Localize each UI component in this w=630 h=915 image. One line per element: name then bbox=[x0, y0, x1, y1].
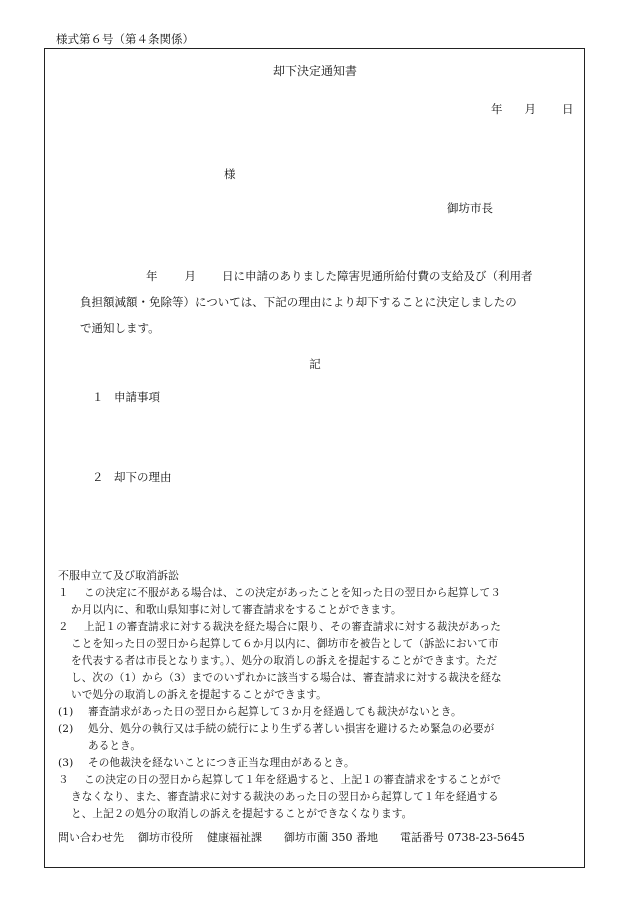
appeal-p2-text-2: ことを知った日の翌日から起算して６か月以内に、御坊市を被告として（訴訟において市 bbox=[71, 638, 499, 650]
appeal-p3-text-2: きなくなり、また、審査請求に対する裁決のあった日の翌日から起算して１年を経過する bbox=[71, 791, 499, 803]
appeal-p2-line-5 bbox=[58, 687, 327, 702]
appeal-sub-1 bbox=[58, 704, 462, 719]
contact-office: 御坊市役所 bbox=[138, 831, 193, 844]
contact-label: 問い合わせ先 bbox=[58, 831, 124, 844]
appeal-sub-1-number: (1) bbox=[58, 706, 74, 718]
appeal-p2-number: ２ bbox=[58, 621, 69, 633]
appeal-sub-1-text: 審査請求があった日の翌日から起算して３か月を経過しても裁決がないとき。 bbox=[88, 706, 462, 718]
appeal-sub-3 bbox=[58, 755, 355, 770]
appeal-p1-text-1: この決定に不服がある場合は、この決定があったことを知った日の翌日から起算して３ bbox=[84, 587, 501, 599]
appeal-sub-2-number: (2) bbox=[58, 723, 74, 735]
appeal-p1-text-2: か月以内に、和歌山県知事に対して審査請求をすることができます。 bbox=[71, 604, 402, 616]
appeal-sub-3-number: (3) bbox=[58, 757, 74, 769]
appeal-p2-text-3: を代表する者は市長となります。）、処分の取消しの訴えを提起することができます。ただ bbox=[71, 655, 498, 667]
date-day-label: 日 bbox=[562, 102, 574, 116]
appeal-sub-2-line-2 bbox=[58, 738, 141, 753]
appeal-p3-text-3: と、上記２の処分の取消しの訴えを提起することができなくなります。 bbox=[71, 808, 413, 820]
body-line-3: で通知します。 bbox=[80, 321, 160, 335]
appeal-p2-line-3 bbox=[58, 653, 497, 668]
item-reason bbox=[92, 469, 172, 485]
item-number: １ bbox=[92, 390, 104, 404]
contact-section: 健康福祉課 bbox=[207, 831, 262, 844]
appeal-p1-line-1 bbox=[58, 585, 501, 600]
body-line-1 bbox=[80, 268, 533, 284]
sender: 御坊市長 bbox=[447, 201, 493, 215]
appeal-p3-line-2 bbox=[58, 789, 499, 804]
appeal-p2-line-1 bbox=[58, 619, 501, 634]
appeal-p3-line-3 bbox=[58, 806, 412, 821]
addressee-suffix: 様 bbox=[224, 167, 236, 181]
appeal-p1-number: １ bbox=[58, 587, 69, 599]
appeal-sub-3-text: その他裁決を経ないことにつき正当な理由があるとき。 bbox=[88, 757, 355, 769]
appeal-p2-text-1: 上記１の審査請求に対する裁決を経た場合に限り、その審査請求に対する裁決があった bbox=[84, 621, 501, 633]
appeal-p2-line-4 bbox=[58, 670, 502, 685]
appeal-sub-2 bbox=[58, 721, 494, 736]
item-label: 申請事項 bbox=[114, 390, 160, 404]
item-application bbox=[92, 389, 160, 405]
appeal-p3-line-1 bbox=[58, 772, 501, 787]
appeal-heading: 不服申立て及び取消訴訟 bbox=[58, 569, 179, 582]
appeal-p2-line-2 bbox=[58, 636, 499, 651]
appeal-p3-text-1: この決定の日の翌日から起算して１年を経過すると、上記１の審査請求をすることがで bbox=[84, 774, 502, 786]
body-line-2: 負担額減額・免除等）については、下記の理由により却下することに決定しましたの bbox=[80, 295, 517, 309]
appeal-sub-2-text: 処分、処分の執行又は手続の続行により生ずる著しい損害を避けるため緊急の必要が bbox=[88, 723, 495, 735]
contact-info bbox=[58, 829, 525, 845]
body-line-1-text: 日に申請のありました障害児通所給付費の支給及び（利用者 bbox=[222, 269, 533, 283]
form-label: 様式第６号（第４条関係） bbox=[56, 32, 194, 46]
appeal-p3-number: ３ bbox=[58, 774, 69, 786]
item-number: ２ bbox=[92, 470, 104, 484]
appeal-p2-text-4: し、次の（1）から（3）までのいずれかに該当する場合は、審査請求に対する裁決を経な bbox=[71, 672, 502, 684]
document-title: 却下決定通知書 bbox=[272, 64, 357, 78]
appeal-p1-line-2 bbox=[58, 602, 402, 617]
date-year-label: 年 bbox=[491, 102, 503, 116]
date-line bbox=[491, 101, 574, 117]
ki-heading: 記 bbox=[309, 357, 321, 371]
contact-address: 御坊市薗 350 番地 bbox=[284, 831, 378, 844]
appeal-sub-2-text-2: あるとき。 bbox=[88, 740, 142, 752]
appeal-p2-text-5: いで処分の取消しの訴えを提起することができます。 bbox=[71, 689, 327, 701]
body-year-label: 年 bbox=[146, 269, 158, 283]
body-month-label: 月 bbox=[184, 269, 196, 283]
item-label: 却下の理由 bbox=[114, 470, 172, 484]
contact-phone: 電話番号 0738-23-5645 bbox=[400, 831, 525, 844]
date-month-label: 月 bbox=[524, 102, 536, 116]
